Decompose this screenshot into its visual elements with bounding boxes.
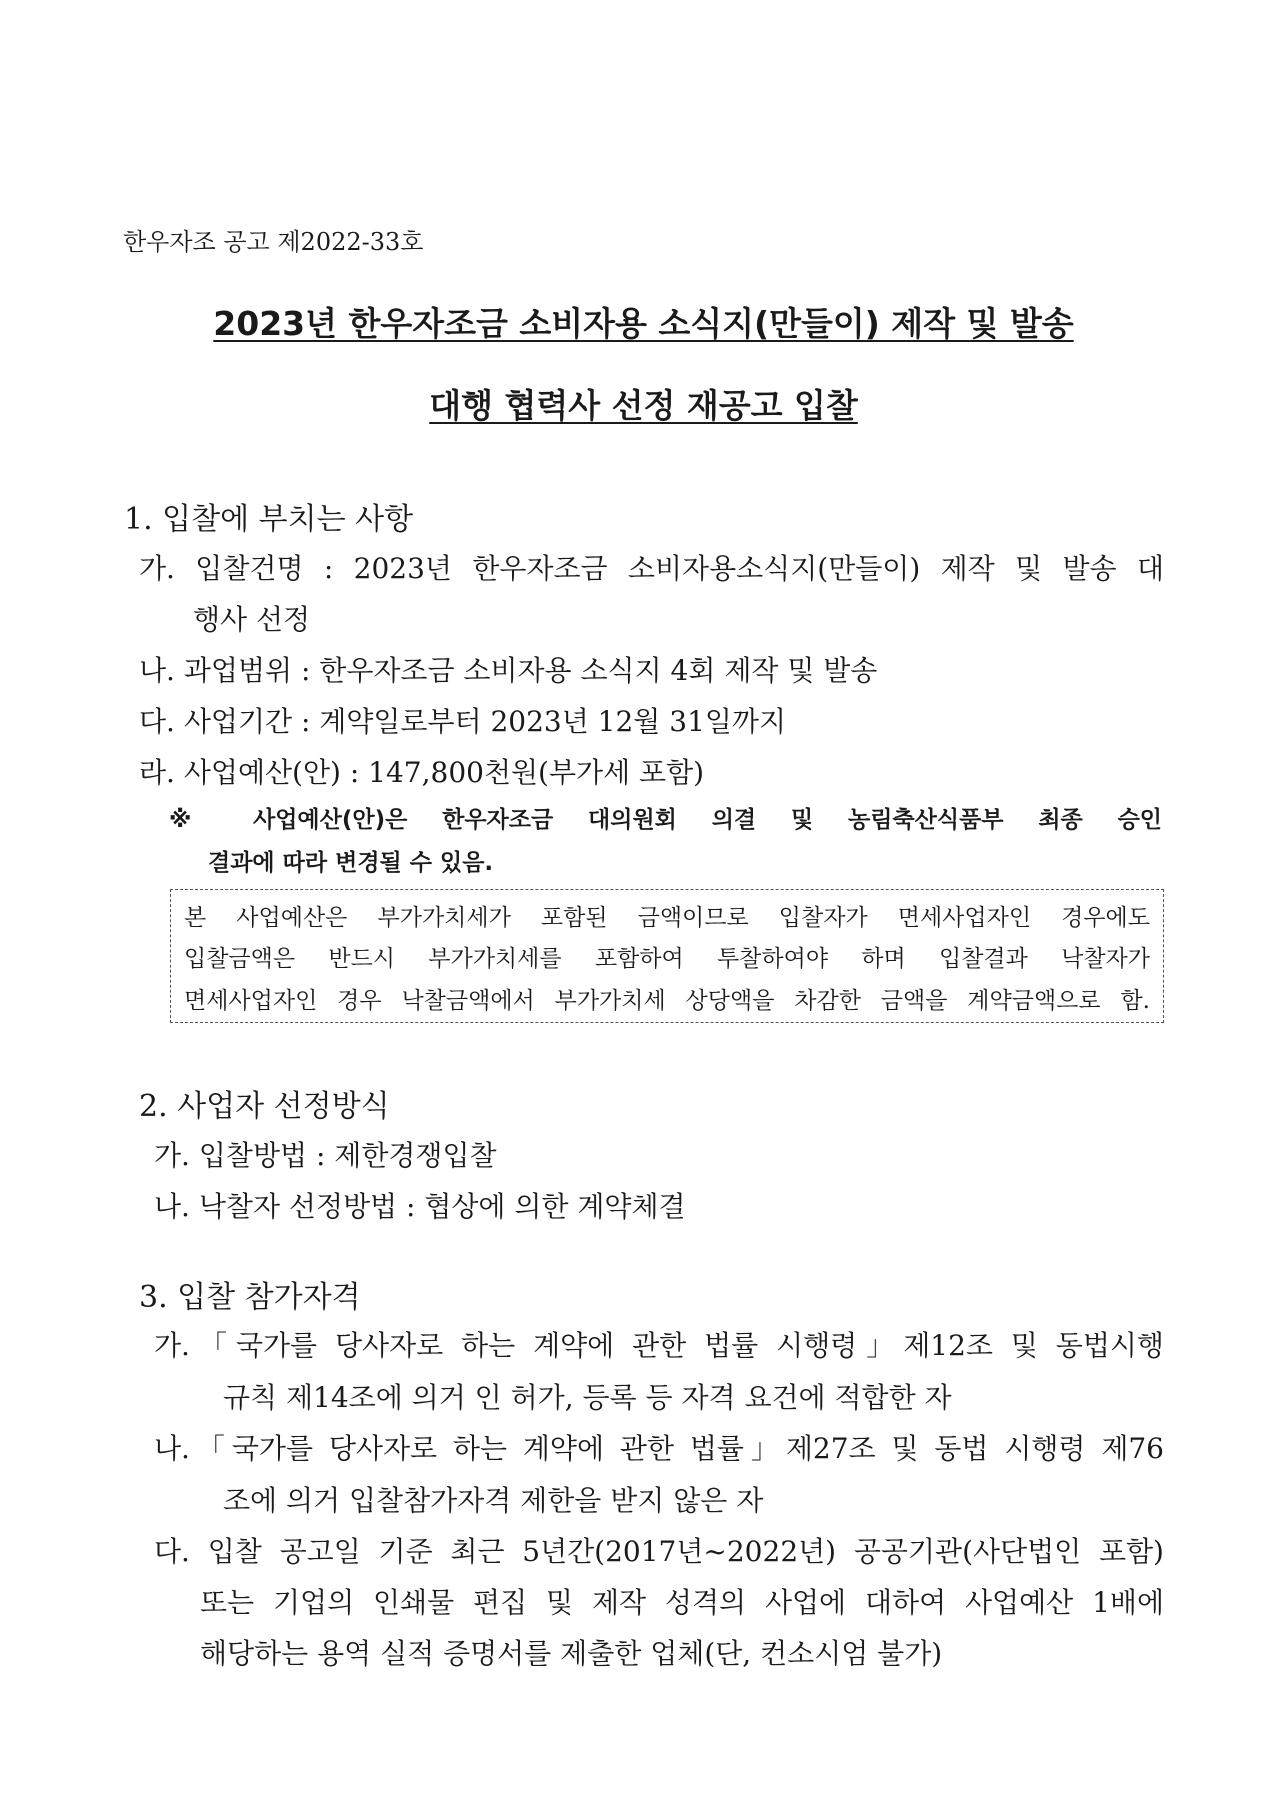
section1-item-ra: 라. 사업예산(안) : 147,800천원(부가세 포함) (139, 756, 705, 789)
budget-note-line2: 결과에 따라 변경될 수 있음. (208, 850, 494, 876)
section1-heading: 1. 입찰에 부치는 사항 (124, 502, 414, 537)
vat-notice-line1: 본 사업예산은 부가가치세가 포함된 금액이므로 입찰자가 면세사업자인 경우에도 (184, 905, 1150, 931)
section3-item-na-line2: 조에 의거 입찰참가자격 제한을 받지 않은 자 (223, 1484, 764, 1517)
section3-item-ga-line2: 규칙 제14조에 의거 인 허가, 등록 등 자격 요건에 적합한 자 (223, 1381, 952, 1414)
section3-item-na-line1: 나.「국가를 당사자로 하는 계약에 관한 법률」제27조 및 동법 시행령 제76 (154, 1432, 1164, 1465)
section3-item-da-line1: 다. 입찰 공고일 기준 최근 5년간(2017년~2022년) 공공기관(사단법인 포함) (154, 1535, 1164, 1568)
notice-number: 한우자조 공고 제2022-33호 (123, 228, 424, 256)
section2-item-na: 나. 낙찰자 선정방법 : 협상에 의한 계약체결 (154, 1190, 686, 1223)
section2-heading: 2. 사업자 선정방식 (139, 1089, 390, 1124)
budget-note-line1: ※ 사업예산(안)은 한우자조금 대의원회 의결 및 농림축산식품부 최종 승인 (169, 807, 1162, 833)
document-title-line1: 2023년 한우자조금 소비자용 소식지(만들이) 제작 및 발송 (213, 304, 1074, 343)
section3-item-da-line2: 또는 기업의 인쇄물 편집 및 제작 성격의 사업에 대하여 사업예산 1배에 (200, 1586, 1164, 1619)
section1-item-na: 나. 과업범위 : 한우자조금 소비자용 소식지 4회 제작 및 발송 (139, 654, 878, 687)
document-title-line2: 대행 협력사 선정 재공고 입찰 (429, 386, 858, 425)
vat-notice-line2: 입찰금액은 반드시 부가가치세를 포함하여 투찰하여야 하며 입찰결과 낙찰자가 (184, 946, 1150, 972)
section3-item-ga-line1: 가.「국가를 당사자로 하는 계약에 관한 법률 시행령」제12조 및 동법시행 (154, 1329, 1164, 1362)
section1-item-ga-line2: 행사 선정 (193, 603, 311, 636)
vat-notice-line3: 면세사업자인 경우 낙찰금액에서 부가가치세 상당액을 차감한 금액을 계약금액으로 함. (184, 988, 1150, 1014)
section1-item-ga-line1: 가. 입찰건명 : 2023년 한우자조금 소비자용소식지(만들이) 제작 및 발송 대 (139, 552, 1164, 585)
section3-item-da-line3: 해당하는 용역 실적 증명서를 제출한 업체(단, 컨소시엄 불가) (200, 1637, 943, 1670)
section3-heading: 3. 입찰 참가자격 (139, 1280, 361, 1315)
section1-item-da: 다. 사업기간 : 계약일로부터 2023년 12월 31일까지 (139, 705, 787, 738)
section2-item-ga: 가. 입찰방법 : 제한경쟁입찰 (154, 1139, 497, 1172)
